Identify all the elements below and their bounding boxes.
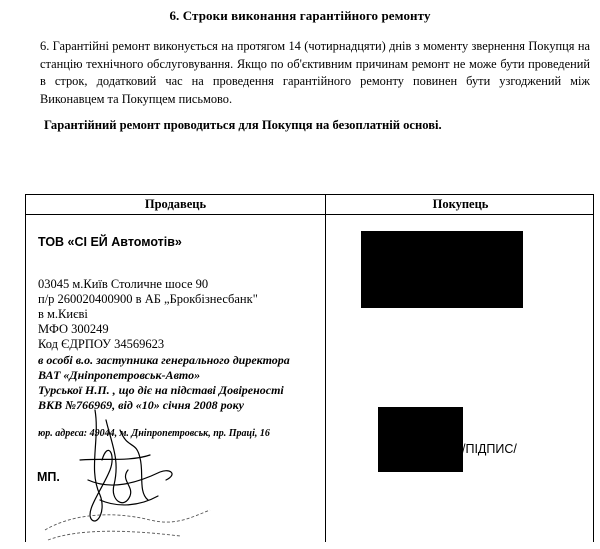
warranty-clause: 6. Гарантійні ремонт виконується на протягом 14 (чотирнадцяти) днів з моменту звернення Покупця на станцію технічного обслуговування. Якщо по об'єктивним причинам ремонт не може бути проведений в строк, додатковий час на проведення гарантійного ремонту повинен бути узгоджений між Виконавцем та Покупцем письмово. (40, 39, 590, 106)
seller-header: Продавець (144, 197, 207, 211)
seller-edrpou: Код ЄДРПОУ 34569623 (38, 337, 165, 351)
column-divider (325, 195, 326, 542)
seller-rep-line-3: Турської Н.П. , що діє на підставі Довіреності (38, 383, 284, 397)
seller-rep-line-1: в особі в.о. заступника генерального директора (38, 353, 290, 367)
seller-rep-line-2: ВАТ «Дніпропетровськ-Авто» (38, 368, 201, 382)
handwritten-signature-icon (40, 400, 220, 545)
section-heading: 6. Строки виконання гарантійного ремонту (169, 8, 431, 23)
signature-label: /ПІДПИС/ (462, 442, 517, 456)
redacted-buyer-signature (378, 407, 463, 472)
seller-account: п/р 260020400900 в АБ „Брокбізнесбанк" (38, 292, 258, 306)
seller-city: в м.Києві (38, 307, 88, 321)
seller-company: ТОВ «СІ ЕЙ Автомотів» (38, 235, 182, 249)
header-divider (26, 214, 593, 215)
free-repair-note: Гарантійний ремонт проводиться для Покупця на безоплатній основі. (44, 118, 442, 132)
seller-rep-line-4: ВКВ №766969, від «10» січня 2008 року (38, 398, 244, 412)
buyer-header: Покупець (432, 197, 489, 211)
redacted-buyer-details (361, 231, 523, 308)
stamp-label: МП. (37, 470, 60, 484)
seller-mfo: МФО 300249 (38, 322, 109, 336)
seller-legal-address: юр. адреса: 49044, м. Дніпропетровськ, пр. Праці, 16 (38, 428, 270, 439)
seller-address: 03045 м.Київ Столичне шосе 90 (38, 277, 209, 291)
